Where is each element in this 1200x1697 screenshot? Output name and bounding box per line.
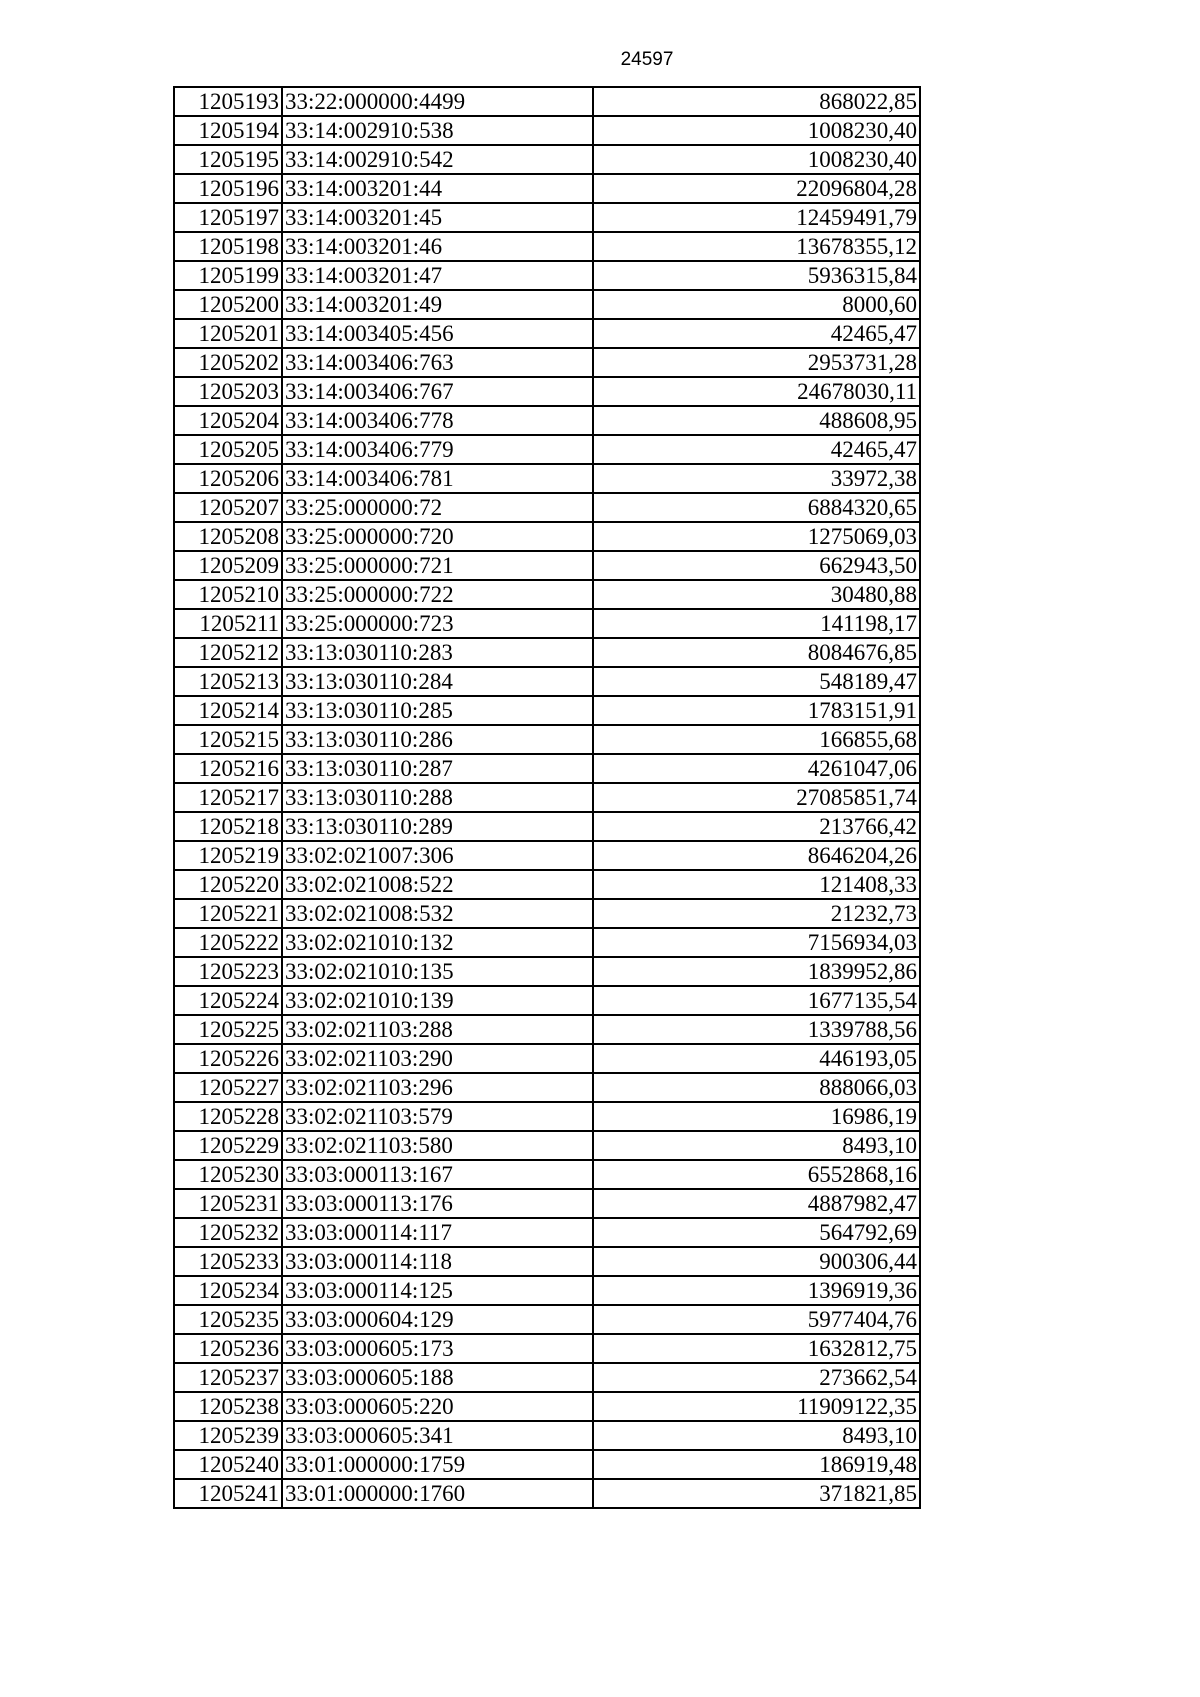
- table-row: [174, 870, 920, 899]
- row-number-cell: 1205237: [174, 1363, 282, 1392]
- cadastral-value-cell: 548189,47: [593, 667, 920, 696]
- cadastral-value-cell: 488608,95: [593, 406, 920, 435]
- cadastral-value-cell: 4887982,47: [593, 1189, 920, 1218]
- row-number-cell: 1205231: [174, 1189, 282, 1218]
- row-number-cell: 1205216: [174, 754, 282, 783]
- row-number-cell: 1205208: [174, 522, 282, 551]
- table-row: [174, 1247, 920, 1276]
- cadastral-number-cell: 33:25:000000:721: [282, 551, 593, 580]
- cadastral-number-cell: 33:22:000000:4499: [282, 87, 593, 116]
- cadastral-number-cell: 33:13:030110:287: [282, 754, 593, 783]
- cadastral-value-cell: 22096804,28: [593, 174, 920, 203]
- table-row: [174, 348, 920, 377]
- cadastral-number-cell: 33:02:021007:306: [282, 841, 593, 870]
- row-number-cell: 1205196: [174, 174, 282, 203]
- cadastral-value-cell: 1677135,54: [593, 986, 920, 1015]
- cadastral-number-cell: 33:03:000604:129: [282, 1305, 593, 1334]
- table-row: [174, 1334, 920, 1363]
- row-number-cell: 1205223: [174, 957, 282, 986]
- cadastral-value-cell: 27085851,74: [593, 783, 920, 812]
- row-number-cell: 1205229: [174, 1131, 282, 1160]
- row-number-cell: 1205239: [174, 1421, 282, 1450]
- row-number-cell: 1205213: [174, 667, 282, 696]
- table-row: [174, 1450, 920, 1479]
- cadastral-value-cell: 662943,50: [593, 551, 920, 580]
- cadastral-number-cell: 33:03:000605:341: [282, 1421, 593, 1450]
- table-row: [174, 1218, 920, 1247]
- cadastral-number-cell: 33:25:000000:720: [282, 522, 593, 551]
- cadastral-value-cell: 1783151,91: [593, 696, 920, 725]
- table-row: [174, 435, 920, 464]
- cadastral-value-cell: 4261047,06: [593, 754, 920, 783]
- cadastral-value-cell: 33972,38: [593, 464, 920, 493]
- cadastral-value-cell: 8493,10: [593, 1421, 920, 1450]
- cadastral-number-cell: 33:14:003406:781: [282, 464, 593, 493]
- table-row: [174, 464, 920, 493]
- cadastral-number-cell: 33:02:021103:579: [282, 1102, 593, 1131]
- row-number-cell: 1205236: [174, 1334, 282, 1363]
- table-row: [174, 406, 920, 435]
- row-number-cell: 1205204: [174, 406, 282, 435]
- cadastral-number-cell: 33:03:000114:125: [282, 1276, 593, 1305]
- row-number-cell: 1205222: [174, 928, 282, 957]
- table-row: [174, 638, 920, 667]
- row-number-cell: 1205217: [174, 783, 282, 812]
- cadastral-value-cell: 8646204,26: [593, 841, 920, 870]
- cadastral-number-cell: 33:02:021103:288: [282, 1015, 593, 1044]
- cadastral-number-cell: 33:14:003406:779: [282, 435, 593, 464]
- cadastral-number-cell: 33:13:030110:283: [282, 638, 593, 667]
- cadastral-number-cell: 33:13:030110:288: [282, 783, 593, 812]
- table-row: [174, 754, 920, 783]
- cadastral-value-cell: 8084676,85: [593, 638, 920, 667]
- cadastral-value-table: [173, 86, 921, 1509]
- row-number-cell: 1205227: [174, 1073, 282, 1102]
- page-number: 24597: [620, 49, 674, 70]
- cadastral-number-cell: 33:02:021010:135: [282, 957, 593, 986]
- cadastral-number-cell: 33:14:002910:538: [282, 116, 593, 145]
- table-row: [174, 783, 920, 812]
- table-row: [174, 1305, 920, 1334]
- row-number-cell: 1205207: [174, 493, 282, 522]
- cadastral-value-cell: 8493,10: [593, 1131, 920, 1160]
- row-number-cell: 1205210: [174, 580, 282, 609]
- cadastral-value-cell: 16986,19: [593, 1102, 920, 1131]
- table-row: [174, 1189, 920, 1218]
- table-row: [174, 1392, 920, 1421]
- cadastral-number-cell: 33:13:030110:289: [282, 812, 593, 841]
- cadastral-value-cell: 42465,47: [593, 435, 920, 464]
- cadastral-value-cell: 8000,60: [593, 290, 920, 319]
- table-row: [174, 1363, 920, 1392]
- cadastral-value-cell: 5936315,84: [593, 261, 920, 290]
- cadastral-value-cell: 11909122,35: [593, 1392, 920, 1421]
- cadastral-number-cell: 33:02:021010:132: [282, 928, 593, 957]
- row-number-cell: 1205206: [174, 464, 282, 493]
- row-number-cell: 1205234: [174, 1276, 282, 1305]
- cadastral-value-cell: 1396919,36: [593, 1276, 920, 1305]
- row-number-cell: 1205194: [174, 116, 282, 145]
- table-row: [174, 580, 920, 609]
- cadastral-value-cell: 446193,05: [593, 1044, 920, 1073]
- cadastral-number-cell: 33:01:000000:1759: [282, 1450, 593, 1479]
- table-row: [174, 928, 920, 957]
- cadastral-value-cell: 12459491,79: [593, 203, 920, 232]
- cadastral-value-cell: 42465,47: [593, 319, 920, 348]
- cadastral-number-cell: 33:13:030110:284: [282, 667, 593, 696]
- table-row: [174, 377, 920, 406]
- cadastral-value-cell: 900306,44: [593, 1247, 920, 1276]
- cadastral-value-cell: 21232,73: [593, 899, 920, 928]
- table-body: [174, 87, 920, 1508]
- row-number-cell: 1205228: [174, 1102, 282, 1131]
- cadastral-number-cell: 33:03:000605:188: [282, 1363, 593, 1392]
- row-number-cell: 1205198: [174, 232, 282, 261]
- table-row: [174, 116, 920, 145]
- table-row: [174, 957, 920, 986]
- cadastral-value-cell: 888066,03: [593, 1073, 920, 1102]
- cadastral-value-cell: 1008230,40: [593, 145, 920, 174]
- cadastral-value-cell: 24678030,11: [593, 377, 920, 406]
- row-number-cell: 1205205: [174, 435, 282, 464]
- table-row: [174, 667, 920, 696]
- table-row: [174, 87, 920, 116]
- cadastral-number-cell: 33:14:002910:542: [282, 145, 593, 174]
- row-number-cell: 1205220: [174, 870, 282, 899]
- cadastral-value-cell: 166855,68: [593, 725, 920, 754]
- row-number-cell: 1205218: [174, 812, 282, 841]
- cadastral-number-cell: 33:25:000000:722: [282, 580, 593, 609]
- table-row: [174, 696, 920, 725]
- cadastral-number-cell: 33:14:003201:47: [282, 261, 593, 290]
- cadastral-value-cell: 13678355,12: [593, 232, 920, 261]
- row-number-cell: 1205203: [174, 377, 282, 406]
- row-number-cell: 1205230: [174, 1160, 282, 1189]
- cadastral-value-cell: 1339788,56: [593, 1015, 920, 1044]
- cadastral-number-cell: 33:25:000000:723: [282, 609, 593, 638]
- table-row: [174, 1479, 920, 1508]
- cadastral-number-cell: 33:02:021103:580: [282, 1131, 593, 1160]
- row-number-cell: 1205193: [174, 87, 282, 116]
- table-row: [174, 1044, 920, 1073]
- cadastral-number-cell: 33:03:000605:173: [282, 1334, 593, 1363]
- row-number-cell: 1205232: [174, 1218, 282, 1247]
- cadastral-number-cell: 33:02:021103:296: [282, 1073, 593, 1102]
- table-row: [174, 522, 920, 551]
- table-row: [174, 261, 920, 290]
- row-number-cell: 1205238: [174, 1392, 282, 1421]
- cadastral-number-cell: 33:02:021010:139: [282, 986, 593, 1015]
- cadastral-value-cell: 273662,54: [593, 1363, 920, 1392]
- cadastral-number-cell: 33:03:000114:117: [282, 1218, 593, 1247]
- row-number-cell: 1205199: [174, 261, 282, 290]
- cadastral-number-cell: 33:13:030110:286: [282, 725, 593, 754]
- table-row: [174, 174, 920, 203]
- cadastral-number-cell: 33:14:003201:46: [282, 232, 593, 261]
- cadastral-number-cell: 33:02:021103:290: [282, 1044, 593, 1073]
- table-row: [174, 203, 920, 232]
- cadastral-value-cell: 121408,33: [593, 870, 920, 899]
- table-row: [174, 899, 920, 928]
- cadastral-value-cell: 2953731,28: [593, 348, 920, 377]
- cadastral-value-cell: 371821,85: [593, 1479, 920, 1508]
- table-row: [174, 1276, 920, 1305]
- cadastral-number-cell: 33:02:021008:532: [282, 899, 593, 928]
- cadastral-number-cell: 33:14:003405:456: [282, 319, 593, 348]
- row-number-cell: 1205200: [174, 290, 282, 319]
- cadastral-number-cell: 33:14:003406:778: [282, 406, 593, 435]
- cadastral-number-cell: 33:03:000113:167: [282, 1160, 593, 1189]
- row-number-cell: 1205197: [174, 203, 282, 232]
- table-row: [174, 1421, 920, 1450]
- row-number-cell: 1205235: [174, 1305, 282, 1334]
- table-row: [174, 725, 920, 754]
- row-number-cell: 1205226: [174, 1044, 282, 1073]
- row-number-cell: 1205201: [174, 319, 282, 348]
- table-row: [174, 290, 920, 319]
- table-row: [174, 841, 920, 870]
- row-number-cell: 1205211: [174, 609, 282, 638]
- cadastral-number-cell: 33:14:003201:49: [282, 290, 593, 319]
- cadastral-value-cell: 868022,85: [593, 87, 920, 116]
- cadastral-value-cell: 141198,17: [593, 609, 920, 638]
- table-row: [174, 1160, 920, 1189]
- table-row: [174, 493, 920, 522]
- cadastral-value-cell: 1632812,75: [593, 1334, 920, 1363]
- row-number-cell: 1205214: [174, 696, 282, 725]
- cadastral-value-cell: 186919,48: [593, 1450, 920, 1479]
- cadastral-number-cell: 33:02:021008:522: [282, 870, 593, 899]
- cadastral-number-cell: 33:03:000605:220: [282, 1392, 593, 1421]
- row-number-cell: 1205225: [174, 1015, 282, 1044]
- cadastral-number-cell: 33:13:030110:285: [282, 696, 593, 725]
- cadastral-number-cell: 33:03:000113:176: [282, 1189, 593, 1218]
- row-number-cell: 1205224: [174, 986, 282, 1015]
- cadastral-value-cell: 5977404,76: [593, 1305, 920, 1334]
- row-number-cell: 1205195: [174, 145, 282, 174]
- table-row: [174, 1073, 920, 1102]
- row-number-cell: 1205240: [174, 1450, 282, 1479]
- cadastral-value-cell: 6552868,16: [593, 1160, 920, 1189]
- table-row: [174, 319, 920, 348]
- cadastral-number-cell: 33:25:000000:72: [282, 493, 593, 522]
- table-row: [174, 145, 920, 174]
- row-number-cell: 1205209: [174, 551, 282, 580]
- table-row: [174, 1131, 920, 1160]
- row-number-cell: 1205212: [174, 638, 282, 667]
- cadastral-number-cell: 33:14:003406:763: [282, 348, 593, 377]
- table-row: [174, 551, 920, 580]
- row-number-cell: 1205215: [174, 725, 282, 754]
- table-row: [174, 1015, 920, 1044]
- table-row: [174, 232, 920, 261]
- cadastral-number-cell: 33:14:003406:767: [282, 377, 593, 406]
- cadastral-number-cell: 33:14:003201:44: [282, 174, 593, 203]
- cadastral-number-cell: 33:14:003201:45: [282, 203, 593, 232]
- row-number-cell: 1205241: [174, 1479, 282, 1508]
- table-row: [174, 986, 920, 1015]
- cadastral-value-cell: 1839952,86: [593, 957, 920, 986]
- row-number-cell: 1205219: [174, 841, 282, 870]
- cadastral-value-cell: 213766,42: [593, 812, 920, 841]
- cadastral-value-cell: 1275069,03: [593, 522, 920, 551]
- cadastral-value-cell: 1008230,40: [593, 116, 920, 145]
- cadastral-value-cell: 7156934,03: [593, 928, 920, 957]
- cadastral-value-cell: 30480,88: [593, 580, 920, 609]
- cadastral-number-cell: 33:01:000000:1760: [282, 1479, 593, 1508]
- table-row: [174, 609, 920, 638]
- table-row: [174, 812, 920, 841]
- table-row: [174, 1102, 920, 1131]
- cadastral-number-cell: 33:03:000114:118: [282, 1247, 593, 1276]
- cadastral-value-cell: 564792,69: [593, 1218, 920, 1247]
- row-number-cell: 1205233: [174, 1247, 282, 1276]
- row-number-cell: 1205202: [174, 348, 282, 377]
- row-number-cell: 1205221: [174, 899, 282, 928]
- cadastral-value-cell: 6884320,65: [593, 493, 920, 522]
